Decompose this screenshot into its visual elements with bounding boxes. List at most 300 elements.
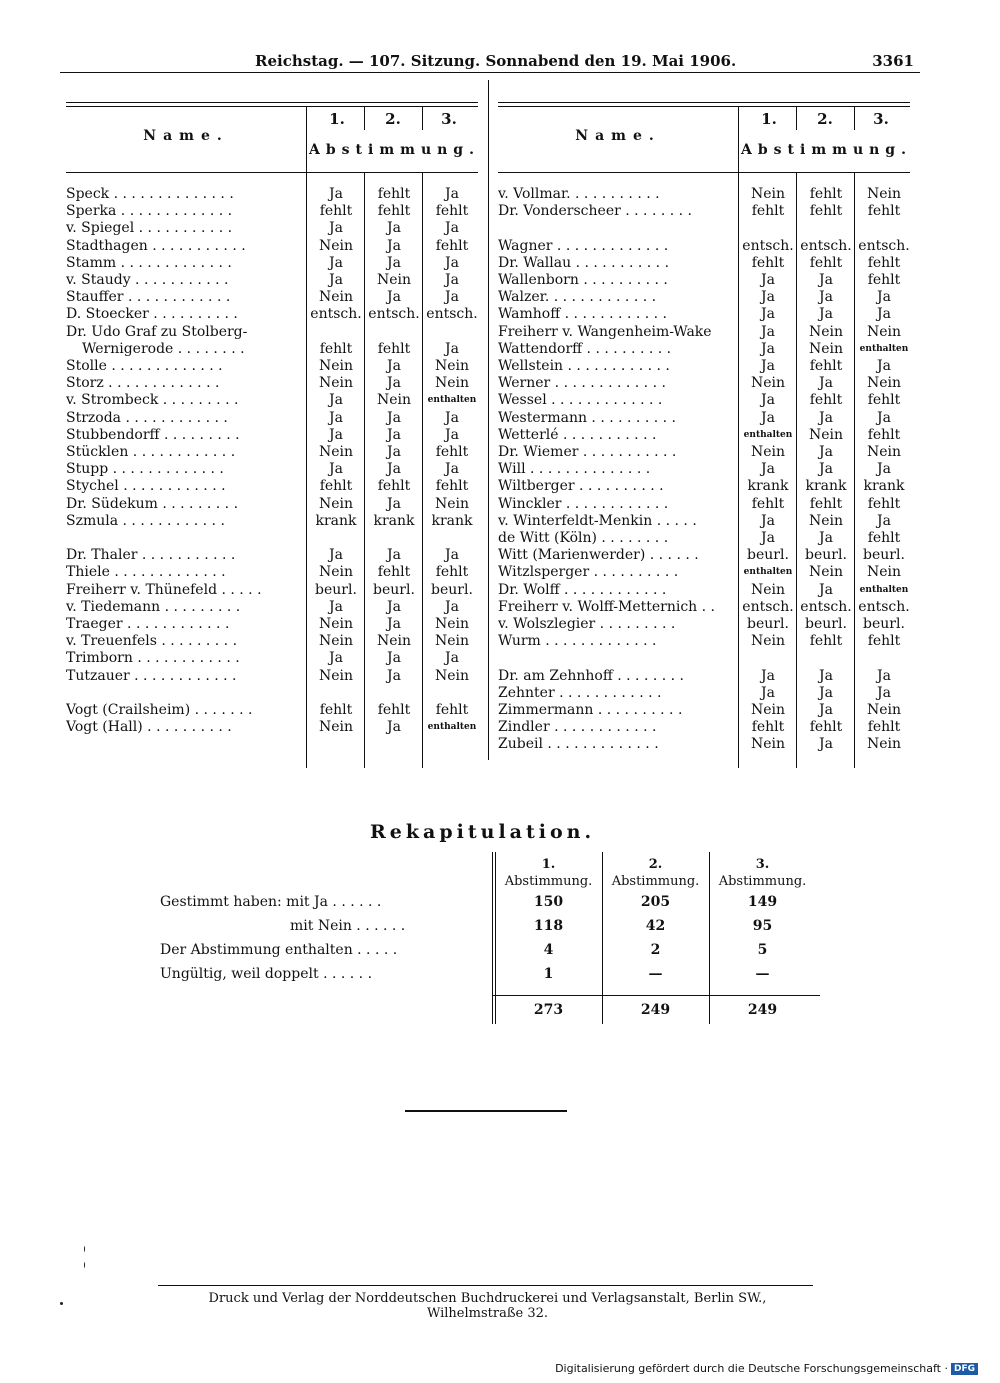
vote-3-cell: Nein — [866, 564, 902, 581]
vote-2-header: 2. — [817, 110, 833, 128]
vote-2-cell: fehlt — [809, 633, 843, 650]
vote-2-cell: fehlt — [809, 203, 843, 220]
vote-3-cell: Nein — [866, 323, 902, 340]
table-row — [498, 685, 910, 702]
member-name: Witzlsperger . . . . . . . . . . — [498, 564, 679, 581]
table-row — [66, 358, 478, 375]
vote-1-cell: Ja — [329, 598, 343, 615]
header-subdivider — [854, 106, 855, 130]
recap-value: 2 — [650, 942, 661, 958]
vote-1-cell: Nein — [318, 375, 354, 392]
vote-2-cell: Ja — [819, 306, 833, 323]
recap-col-2-num: 2. — [648, 857, 663, 872]
vote-1-cell: Nein — [318, 616, 354, 632]
recap-col-1-header — [496, 856, 601, 890]
header-rule — [60, 72, 920, 73]
vote-1-cell: Ja — [329, 254, 343, 271]
vote-1-cell: fehlt — [319, 340, 353, 357]
vote-2-cell: Ja — [387, 409, 401, 426]
recap-table — [160, 852, 820, 1022]
vote-2-cell: Ja — [387, 598, 401, 615]
vote-1-cell: Ja — [329, 272, 343, 288]
vote-3-cell: Nein — [866, 702, 902, 718]
table-row — [498, 633, 910, 650]
member-name: Zehnter . . . . . . . . . . . . — [498, 684, 662, 701]
vote-3-cell: Nein — [434, 495, 470, 512]
table-row — [498, 238, 910, 255]
vote-3-cell: Ja — [877, 409, 891, 426]
vote-1-cell: Ja — [761, 323, 775, 340]
vote-2-cell: Ja — [387, 719, 401, 736]
table-row — [498, 427, 910, 444]
vote-3-cell: Nein — [866, 444, 902, 460]
vote-2-cell: beurl. — [373, 581, 415, 598]
vote-2-cell: entsch. — [368, 306, 420, 323]
table-row — [498, 341, 910, 358]
vote-1-cell: beurl. — [315, 581, 357, 598]
member-name: Wagner . . . . . . . . . . . . . — [498, 237, 669, 254]
member-name: v. Vollmar. . . . . . . . . . . — [498, 186, 660, 202]
vote-number-headers — [309, 110, 477, 128]
vote-3-header: 3. — [873, 110, 889, 128]
recap-sum-rule — [492, 995, 820, 996]
table-row — [498, 392, 910, 409]
vote-2-cell: Ja — [387, 444, 401, 460]
vote-3-cell: entsch. — [858, 237, 910, 254]
table-row — [66, 702, 478, 719]
table-row — [66, 685, 478, 702]
member-name: Walzer. . . . . . . . . . . . . — [498, 289, 657, 306]
member-name: Dr. Wolff . . . . . . . . . . . . — [498, 581, 667, 598]
member-name: v. Strombeck . . . . . . . . . — [66, 392, 239, 409]
vote-2-cell: entsch. — [800, 237, 852, 254]
vote-2-cell: Nein — [376, 392, 412, 409]
member-name: Sperka . . . . . . . . . . . . . — [66, 203, 233, 220]
recap-col-2-header — [603, 856, 708, 890]
vote-2-cell: Ja — [819, 289, 833, 306]
vote-1-cell: Ja — [761, 684, 775, 701]
table-row — [498, 255, 910, 272]
table-row — [66, 599, 478, 616]
footer-rule — [158, 1285, 813, 1286]
table-header — [498, 106, 910, 173]
member-name: Vogt (Hall) . . . . . . . . . . — [66, 719, 232, 736]
dfg-logo-icon: DFG — [951, 1363, 978, 1375]
vote-2-cell: Ja — [819, 461, 833, 478]
table-row — [66, 582, 478, 599]
vote-1-cell: Ja — [329, 650, 343, 667]
vote-1-cell: beurl. — [747, 547, 789, 564]
recap-row-label: mit Nein . . . . . . — [290, 918, 406, 934]
table-row — [498, 461, 910, 478]
table-row — [66, 186, 478, 203]
vote-1-cell: fehlt — [751, 203, 785, 220]
vote-3-cell: Nein — [434, 633, 470, 650]
table-row — [66, 289, 478, 306]
vote-1-cell: krank — [315, 512, 357, 529]
vote-3-cell: beurl. — [431, 581, 473, 598]
vote-2-cell: fehlt — [809, 358, 843, 374]
vote-3-cell: Nein — [434, 375, 470, 392]
vote-3-cell: beurl. — [863, 547, 905, 564]
page-number: 3361 — [872, 52, 914, 70]
table-row — [66, 392, 478, 409]
vote-2-cell: Ja — [387, 254, 401, 271]
table-row — [498, 478, 910, 495]
table-row — [498, 272, 910, 289]
vote-2-cell: Ja — [819, 530, 833, 546]
vote-1-cell: Ja — [329, 426, 343, 443]
table-row — [66, 650, 478, 667]
vote-3-cell: krank — [431, 512, 473, 529]
vote-1-cell: entsch. — [742, 598, 794, 615]
table-row — [66, 255, 478, 272]
vote-2-cell: fehlt — [809, 495, 843, 512]
vote-1-cell: enthalten — [743, 429, 793, 440]
vote-3-cell: fehlt — [435, 203, 469, 220]
vote-2-cell: Ja — [819, 375, 833, 392]
table-row — [66, 410, 478, 427]
member-name: Wattendorff . . . . . . . . . . — [498, 340, 672, 357]
member-name: D. Stoecker . . . . . . . . . . — [66, 306, 238, 323]
table-row — [66, 616, 478, 633]
member-name: Wernigerode . . . . . . . . — [82, 340, 245, 357]
member-name: Werner . . . . . . . . . . . . . — [498, 375, 666, 392]
member-name: Dr. Vonderscheer . . . . . . . . — [498, 203, 692, 220]
header-subdivider — [364, 106, 365, 130]
member-name: Stamm . . . . . . . . . . . . . — [66, 254, 232, 271]
recap-value: 118 — [533, 918, 564, 934]
vote-3-cell: enthalten — [427, 722, 477, 733]
vote-1-cell: Nein — [750, 581, 786, 598]
member-name: Wetterlé . . . . . . . . . . . — [498, 426, 657, 443]
table-row — [66, 496, 478, 513]
vote-1-cell: Ja — [761, 461, 775, 478]
dfg-note — [555, 1362, 978, 1375]
table-row — [66, 203, 478, 220]
table-row — [498, 358, 910, 375]
table-row — [498, 564, 910, 581]
table-row — [66, 306, 478, 323]
table-row — [66, 220, 478, 237]
recap-row-label: Der Abstimmung enthalten . . . . . — [160, 942, 398, 958]
vote-2-cell: fehlt — [377, 186, 411, 202]
table-row — [498, 444, 910, 461]
recap-total: 249 — [747, 1002, 778, 1018]
vote-3-cell: Ja — [445, 598, 459, 615]
table-row — [498, 513, 910, 530]
vote-3-cell: Nein — [434, 358, 470, 374]
header-divider — [306, 106, 307, 172]
vote-2-cell: fehlt — [377, 478, 411, 495]
end-rule — [405, 1110, 567, 1112]
vote-3-cell: fehlt — [435, 444, 469, 460]
member-name: Strzoda . . . . . . . . . . . . — [66, 409, 228, 426]
vote-3-cell: Ja — [877, 289, 891, 306]
vote-1-cell: Nein — [318, 237, 354, 254]
vote-1-cell: Ja — [329, 547, 343, 564]
member-name: Stubbendorff . . . . . . . . . — [66, 426, 240, 443]
vote-2-cell: Nein — [808, 340, 844, 357]
vote-1-cell: Ja — [329, 461, 343, 478]
vote-3-cell: entsch. — [858, 598, 910, 615]
vote-1-cell: Nein — [750, 633, 786, 650]
vote-1-cell: beurl. — [747, 616, 789, 632]
vote-3-cell: Ja — [445, 547, 459, 564]
vote-1-header: 1. — [761, 110, 777, 128]
vote-1-cell: Nein — [318, 358, 354, 374]
vote-1-cell: Nein — [318, 719, 354, 736]
table-row — [498, 599, 910, 616]
table-row — [498, 547, 910, 564]
recap-value: 150 — [533, 894, 564, 910]
vote-2-cell: beurl. — [805, 547, 847, 564]
vote-3-cell: Ja — [445, 426, 459, 443]
page-column-divider — [488, 80, 489, 760]
recap-col-2-label: Abstimmung. — [611, 874, 700, 889]
header-subdivider — [422, 106, 423, 130]
vote-3-cell: fehlt — [867, 719, 901, 736]
table-row — [498, 719, 910, 736]
recap-value: — — [648, 966, 663, 982]
vote-2-cell: Nein — [376, 633, 412, 650]
recap-row-label: Gestimmt haben: mit Ja . . . . . . — [160, 894, 382, 910]
vote-3-cell: Ja — [877, 358, 891, 374]
vote-2-cell: Ja — [387, 358, 401, 374]
member-name: Tutzauer . . . . . . . . . . . . — [66, 667, 237, 684]
recap-title: Rekapitulation. — [370, 821, 596, 843]
vote-1-cell: Nein — [750, 736, 786, 753]
vote-2-cell: Ja — [387, 289, 401, 306]
table-row — [498, 186, 910, 203]
vote-3-cell: Ja — [445, 220, 459, 237]
vote-1-cell: krank — [747, 478, 789, 495]
member-name: Wessel . . . . . . . . . . . . . — [498, 392, 663, 409]
vote-2-header: 2. — [385, 110, 401, 128]
vote-1-cell: fehlt — [319, 702, 353, 718]
abstimmung-header: Abstimmung. — [309, 142, 480, 158]
abstimmung-header: Abstimmung. — [741, 142, 912, 158]
member-name: Stauffer . . . . . . . . . . . . — [66, 289, 231, 306]
vote-3-cell: enthalten — [859, 584, 909, 595]
table-row — [498, 289, 910, 306]
vote-2-cell: Nein — [808, 512, 844, 529]
vote-2-cell: krank — [373, 512, 415, 529]
recap-total: 273 — [533, 1002, 564, 1018]
vote-1-cell: Nein — [318, 564, 354, 581]
vote-2-cell: krank — [805, 478, 847, 495]
vote-2-cell: Ja — [819, 581, 833, 598]
recap-col-3-label: Abstimmung. — [718, 874, 807, 889]
member-name: Wurm . . . . . . . . . . . . . — [498, 633, 657, 650]
vote-1-cell: Ja — [761, 306, 775, 323]
table-row — [66, 530, 478, 547]
recap-col-3-header — [710, 856, 815, 890]
recap-value: 149 — [747, 894, 778, 910]
member-name: Zubeil . . . . . . . . . . . . . — [498, 736, 659, 753]
table-row — [66, 513, 478, 530]
member-name: Freiherr v. Thünefeld . . . . . — [66, 581, 262, 598]
vote-2-cell: fehlt — [377, 203, 411, 220]
member-name: Will . . . . . . . . . . . . . . — [498, 461, 651, 478]
vote-3-cell: Ja — [445, 650, 459, 667]
recap-value: 1 — [543, 966, 554, 982]
recap-col-3-num: 3. — [755, 857, 770, 872]
vote-1-cell: fehlt — [319, 203, 353, 220]
table-row — [498, 530, 910, 547]
vote-3-cell: krank — [863, 478, 905, 495]
vote-3-cell: beurl. — [863, 616, 905, 632]
table-row — [66, 341, 478, 358]
vote-1-cell: fehlt — [751, 719, 785, 736]
vote-2-cell: Ja — [387, 375, 401, 392]
recap-value: 95 — [752, 918, 773, 934]
table-row — [498, 220, 910, 237]
table-row — [498, 702, 910, 719]
page-title: Reichstag. — 107. Sitzung. Sonnabend den 19. Mai 1906. — [255, 52, 737, 70]
member-name: Speck . . . . . . . . . . . . . . — [66, 186, 234, 202]
vote-3-cell: Ja — [445, 272, 459, 288]
table-row — [498, 616, 910, 633]
member-name: Stupp . . . . . . . . . . . . . — [66, 461, 224, 478]
vote-1-cell: Nein — [750, 186, 786, 202]
table-row — [498, 582, 910, 599]
vote-3-cell: Ja — [877, 512, 891, 529]
member-name: Wiltberger . . . . . . . . . . — [498, 478, 664, 495]
vote-1-cell: fehlt — [751, 495, 785, 512]
vote-1-cell: Ja — [761, 340, 775, 357]
vote-3-cell: enthalten — [427, 395, 477, 406]
vote-3-cell: Ja — [445, 186, 459, 202]
table-row — [66, 478, 478, 495]
vote-3-cell: fehlt — [435, 478, 469, 495]
member-name: Zindler . . . . . . . . . . . . — [498, 719, 657, 736]
member-name: Freiherr v. Wolff-Metternich . . — [498, 598, 715, 615]
member-name: Dr. Thaler . . . . . . . . . . . — [66, 547, 236, 564]
table-row — [66, 324, 478, 341]
vote-1-cell: enthalten — [743, 567, 793, 578]
vote-2-cell: Ja — [387, 461, 401, 478]
member-name: Freiherr v. Wangenheim-Wake — [498, 323, 712, 340]
vote-3-cell: fehlt — [867, 254, 901, 271]
table-row — [66, 427, 478, 444]
vote-3-header: 3. — [441, 110, 457, 128]
vote-3-cell: Nein — [866, 375, 902, 392]
vote-2-cell: Ja — [819, 684, 833, 701]
vote-3-cell: fehlt — [867, 633, 901, 650]
vote-1-cell: fehlt — [751, 254, 785, 271]
vote-3-cell: Ja — [445, 289, 459, 306]
member-name: Dr. am Zehnhoff . . . . . . . . — [498, 667, 684, 684]
vote-1-header: 1. — [329, 110, 345, 128]
member-name: Stychel . . . . . . . . . . . . — [66, 478, 226, 495]
member-name: Zimmermann . . . . . . . . . . — [498, 702, 683, 718]
member-name: Dr. Udo Graf zu Stolberg- — [66, 323, 248, 340]
table-row — [66, 444, 478, 461]
vote-3-cell: Nein — [434, 667, 470, 684]
vote-1-cell: Ja — [329, 409, 343, 426]
vote-2-cell: fehlt — [809, 254, 843, 271]
member-name: Wallenborn . . . . . . . . . . — [498, 272, 668, 288]
vote-1-cell: Ja — [329, 186, 343, 202]
vote-2-cell: Ja — [387, 237, 401, 254]
table-row — [498, 306, 910, 323]
vote-2-cell: Ja — [387, 616, 401, 632]
member-name: Wamhoff . . . . . . . . . . . . — [498, 306, 667, 323]
vote-3-cell: fehlt — [435, 702, 469, 718]
table-row — [66, 564, 478, 581]
table-row — [66, 633, 478, 650]
vote-2-cell: fehlt — [809, 719, 843, 736]
recap-value: — — [755, 966, 770, 982]
vote-3-cell: fehlt — [867, 530, 901, 546]
vote-1-cell: entsch. — [742, 237, 794, 254]
name-column-header: Name. — [575, 128, 661, 144]
vote-2-cell: Ja — [387, 426, 401, 443]
vote-table-left — [66, 98, 478, 768]
member-name: Winckler . . . . . . . . . . . . — [498, 495, 669, 512]
member-name: Stücklen . . . . . . . . . . . . — [66, 444, 236, 460]
table-row — [498, 203, 910, 220]
vote-2-cell: Nein — [808, 426, 844, 443]
member-name: v. Winterfeldt-Menkin . . . . . — [498, 512, 697, 529]
vote-3-cell: Ja — [877, 684, 891, 701]
vote-1-cell: Ja — [761, 409, 775, 426]
vote-2-cell: Ja — [387, 667, 401, 684]
vote-2-cell: Ja — [387, 220, 401, 237]
vote-1-cell: Nein — [318, 289, 354, 306]
member-name: Dr. Südekum . . . . . . . . . — [66, 495, 239, 512]
vote-2-cell: fehlt — [809, 186, 843, 202]
vote-3-cell: Nein — [866, 736, 902, 753]
member-name: Trimborn . . . . . . . . . . . . — [66, 650, 240, 667]
scan-speck — [60, 1302, 63, 1305]
table-header — [66, 106, 478, 173]
vote-3-cell: fehlt — [867, 203, 901, 220]
member-name: v. Staudy . . . . . . . . . . . — [66, 272, 229, 288]
member-name: Dr. Wallau . . . . . . . . . . . — [498, 254, 670, 271]
vote-number-headers — [741, 110, 909, 128]
table-row — [498, 324, 910, 341]
imprint: Druck und Verlag der Norddeutschen Buchdruckerei und Verlagsanstalt, Berlin SW., Wilhelmstraße 32. — [208, 1291, 767, 1321]
vote-3-cell: Nein — [866, 186, 902, 202]
recap-value: 5 — [757, 942, 768, 958]
vote-1-cell: Nein — [750, 444, 786, 460]
member-name: v. Treuenfels . . . . . . . . . — [66, 633, 238, 650]
member-name: Witt (Marienwerder) . . . . . . — [498, 547, 699, 564]
member-name: Stolle . . . . . . . . . . . . . — [66, 358, 223, 374]
vote-3-cell: Ja — [877, 306, 891, 323]
vote-1-cell: Nein — [318, 667, 354, 684]
vote-2-cell: Ja — [387, 650, 401, 667]
vote-1-cell: Ja — [329, 392, 343, 409]
vote-3-cell: fehlt — [435, 237, 469, 254]
header-divider — [738, 106, 739, 172]
recap-total: 249 — [640, 1002, 671, 1018]
member-name: Traeger . . . . . . . . . . . . — [66, 616, 230, 632]
vote-1-cell: Nein — [318, 495, 354, 512]
vote-1-cell: Ja — [761, 272, 775, 288]
scan-speck — [84, 1262, 85, 1268]
member-name: de Witt (Köln) . . . . . . . . — [498, 530, 669, 546]
table-row — [66, 375, 478, 392]
table-row — [498, 736, 910, 753]
member-name: Wellstein . . . . . . . . . . . . — [498, 358, 670, 374]
vote-1-cell: Nein — [750, 375, 786, 392]
vote-1-cell: fehlt — [319, 478, 353, 495]
vote-2-cell: fehlt — [377, 702, 411, 718]
vote-1-cell: Nein — [318, 633, 354, 650]
